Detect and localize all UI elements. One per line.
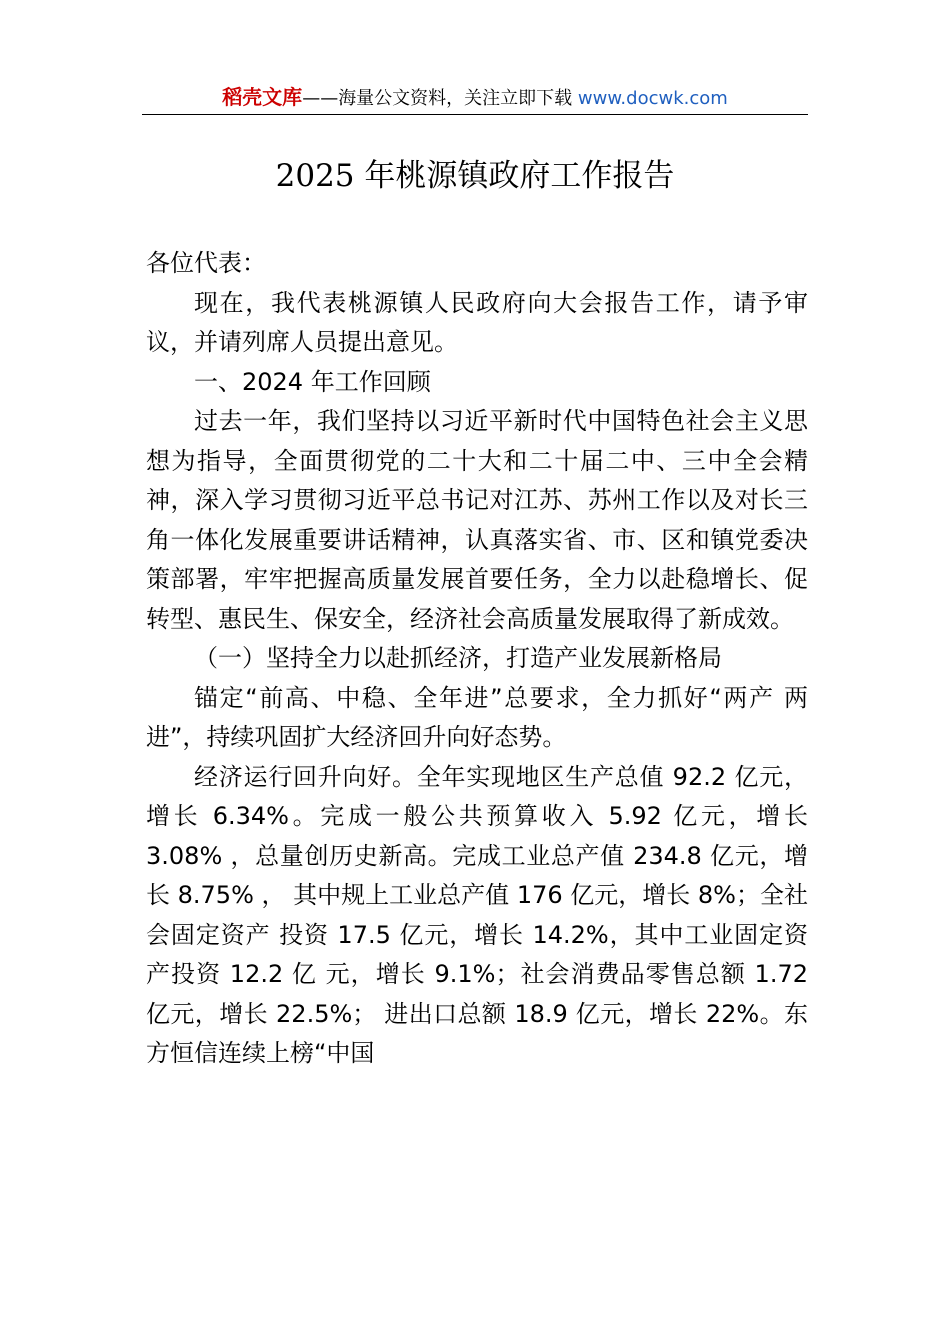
library-header-banner: [142, 80, 808, 115]
paragraph: 过去一年，我们坚持以习近平新时代中国特色社会主义思想为指导，全面贯彻党的二十大和二十届二中、三中全会精神，深入学习贯彻习近平总书记对江苏、苏州工作以及对长三角一体化发展重要讲话精神，认真落实省、市、区和镇党委决策部署，牢牢把握高质量发展首要任务，全力以赴稳增长、促转型、惠民生、保安全，经济社会高质量发展取得了新成效。: [146, 407, 808, 633]
library-brand-name: 稻壳文库: [222, 85, 303, 109]
salutation: 各位代表：: [146, 249, 266, 277]
document-title: 2025 年桃源镇政府工作报告: [275, 158, 675, 194]
header-tagline: 海量公文资料，关注立即下载: [338, 88, 578, 109]
section-heading: 一、2024 年工作回顾: [194, 367, 431, 396]
paragraph: 经济运行回升向好。全年实现地区生产总值 92.2 亿元，增长 6.34%。完成一般公共预算收入 5.92 亿元，增长 3.08% ，总量创历史新高。完成工业总产值 234.8 亿元，增长 8.75% ， 其中规上工业总产值 176 亿元，增长 8%；全社会固定资产 投资 17.5 亿元，增长 14.2%，其中工业固定资产投资 12.2 亿 元，增长 9.1%；社会消费品零售总额 1.72 亿元，增长 22.5%； 进出口总额 18.9 亿元，增长 22%。东方恒信连续上榜“中国: [146, 762, 808, 1067]
subsection-heading: （一）坚持全力以赴抓经济，打造产业发展新格局: [194, 644, 722, 672]
paragraph: 锚定“前高、中稳、全年进”总要求，全力抓好“两产 两进”，持续巩固扩大经济回升向好态势。: [146, 683, 808, 751]
header-site-link[interactable]: www.docwk.com: [577, 88, 728, 109]
header-dash: ——: [302, 88, 339, 109]
document-body: [146, 244, 808, 1074]
paragraph: 现在，我代表桃源镇人民政府向大会报告工作，请予审议，并请列席人员提出意见。: [146, 288, 808, 356]
